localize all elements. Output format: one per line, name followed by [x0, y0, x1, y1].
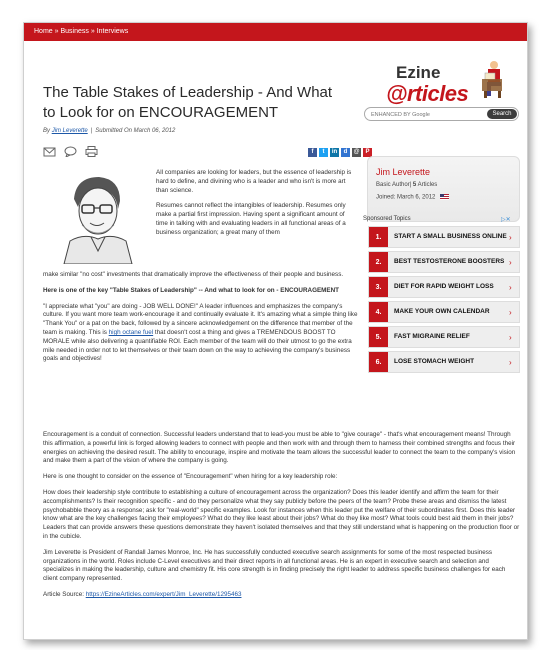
email-share-icon[interactable]: @ [353, 149, 360, 155]
email-icon[interactable] [43, 146, 56, 157]
logo-word-ezine: Ezine [396, 63, 441, 82]
ad-number: 2. [369, 252, 388, 272]
ad-label: DIET FOR RAPID WEIGHT LOSS [394, 283, 494, 291]
sponsored-ad-6[interactable] [368, 351, 520, 373]
ad-label: FAST MIGRAINE RELIEF [394, 333, 470, 341]
by-label: By [43, 128, 51, 134]
adchoices-icon[interactable]: ▷✕ [501, 217, 511, 223]
article-paragraph-7: Jim Leverette is President of Randall James Monroe, Inc. He has successfully conducted executive search assignments for some of the most respected business organizations in the world. Roles include C-Level executives and their direct reports in all functional areas. He is an expert in executive search and selection and specializes in making the leadership, culture and chemistry fit. His core strength is in finding precisely the right leader to address specific business challenges for each client company represented. [43, 548, 506, 583]
submitted-date: Submitted On March 06, 2012 [95, 128, 176, 134]
chevron-right-icon: › [509, 233, 512, 242]
article-paragraph-5: Here is one thought to consider on the essence of "Encouragement" when hiring for a key leadership role: [43, 473, 338, 481]
print-icon[interactable] [85, 146, 98, 157]
article-paragraph-2b: make similar "no cost" investments that dramatically improve the effectiveness of their people and business. [43, 271, 344, 278]
byline [43, 128, 175, 134]
chevron-right-icon: › [509, 308, 512, 317]
breadcrumb-home[interactable]: Home [34, 28, 53, 35]
reading-man-icon [476, 59, 506, 99]
article-heading: Here is one of the key "Table Stakes of Leadership" -- And what to look for on - ENCOURAGEMENT [43, 286, 340, 294]
delicious-icon[interactable]: d [341, 148, 350, 157]
social-share [308, 148, 372, 157]
articles-count: 5 [412, 182, 417, 188]
chevron-right-icon: › [509, 333, 512, 342]
breadcrumb-interviews[interactable]: Interviews [96, 28, 129, 35]
facebook-icon[interactable]: f [308, 148, 317, 157]
sponsored-ads-list [368, 226, 520, 376]
ad-label: START A SMALL BUSINESS ONLINE [394, 233, 507, 241]
linkedin-icon[interactable]: in [331, 149, 338, 155]
article-body-top [43, 169, 358, 238]
search-input[interactable] [371, 109, 471, 120]
breadcrumb: Home » Business » Interviews [24, 23, 527, 41]
article-paragraph-1: All companies are looking for leaders, but the essence of leadership is hard to define, and divining who is a leader and who isn't is more art than science. [156, 169, 352, 194]
byline-separator: | [90, 128, 93, 134]
ad-label: MAKE YOUR OWN CALENDAR [394, 308, 490, 316]
article-body-bottom [43, 431, 521, 607]
articles-link[interactable]: Articles [417, 182, 438, 188]
pinterest-icon[interactable]: P [363, 148, 372, 157]
high-octane-fuel-link[interactable]: high octane fuel [108, 328, 154, 336]
article-paragraph-3: "I appreciate what "you" are doing - JOB WELL DONE!" A leader influences and emphasizes the company's culture. If you want more team work-encourage it and continually evaluate it. It's amazing what a simple thing like "Thank You" or a pat on the back, followed by a sincere acknowledgement on the difference that member of the team is making. This is high octane fuel that doesn't cost a thing and gives a TREMENDOUS BOOST TO MORALE while also delivering a quantifiable ROI. Each member of the team will do their utmost to go the extra mile needed in order not to let themselves or their team down on the way to achieving the company's business goals and objectives! [43, 302, 358, 363]
sponsored-ad-4[interactable] [368, 301, 520, 323]
author-box [367, 156, 520, 222]
author-role: Basic Author| 5 Articles [376, 182, 438, 188]
chevron-right-icon: › [509, 283, 512, 292]
author-link[interactable]: Jim Leverette [51, 128, 88, 134]
search-button[interactable]: Search [487, 109, 517, 119]
breadcrumb-business[interactable]: Business [60, 28, 89, 35]
ad-number: 6. [369, 352, 388, 372]
sponsored-ad-2[interactable] [368, 251, 520, 273]
sponsored-ad-5[interactable] [368, 326, 520, 348]
search-box [364, 107, 519, 121]
ad-number: 4. [369, 302, 388, 322]
article-page [23, 22, 528, 640]
ad-label: LOSE STOMACH WEIGHT [394, 358, 475, 366]
sponsored-topics-label: Sponsored Topics [363, 216, 411, 222]
chevron-right-icon: › [509, 358, 512, 367]
article-paragraph-6: How does their leadership style contribute to establishing a culture of encouragement across the organization? Does this leader identify and affirm the team for their accomplishments? Is their recognition specific - and do they personalize what they say publicly before the peers of the team? Probe these areas and dismiss the latest psychobabble theory as a response; ask for "real-world" specific examples. Look for instances when this leader put the welfare of their subordinates first. Does this leader know what are the key challenges facing their employees? What do they like least about their jobs? What do they like most? What tools could best aid them in their jobs? Leaders that can provide answers these questions demonstrate they haven't isolated themselves and that they still understand what is happening on the production floor or in the cubicle. [43, 488, 520, 540]
article-paragraph-4: Encouragement is a conduit of connection. Successful leaders understand that to lead-you must be able to "give courage" - that's what encouragement means! Through this affirmation, a powerful link is forged allowing leaders to connect with people and then work with and through them to harness their combined strengths and focus their energies on achieving the desired result. The ability to encourage, inspire and motivate the team allows the successful leader to connect the team to the company's vision and make them a part of the vision of where the company is going. [43, 431, 516, 465]
ad-number: 1. [369, 227, 388, 247]
article-source-link[interactable]: https://EzineArticles.com/expert/Jim_Leverette/1295463 [85, 590, 242, 598]
article-body-mid [43, 271, 363, 371]
comment-icon[interactable] [64, 146, 77, 157]
sponsored-ad-3[interactable] [368, 276, 520, 298]
article-title: The Table Stakes of Leadership - And What to Look for on ENCOURAGEMENT [43, 84, 333, 121]
article-source: Article Source: https://EzineArticles.com/expert/Jim_Leverette/1295463 [43, 590, 242, 598]
ad-number: 3. [369, 277, 388, 297]
ad-label: BEST TESTOSTERONE BOOSTERS [394, 258, 505, 266]
logo-word-articles: @rticles [386, 81, 469, 106]
author-box-name[interactable]: Jim Leverette [376, 167, 431, 177]
article-paragraph-2a: Resumes cannot reflect the intangibles of leadership. Resumes only make a partial first impression. Having spent a significant amount of time in talking with and evaluating leaders in all functional areas of a business organization; a great many of them [156, 202, 346, 236]
twitter-icon[interactable]: t [319, 148, 328, 157]
author-joined: Joined: March 6, 2012 [376, 194, 449, 201]
us-flag-icon [440, 194, 449, 200]
chevron-right-icon: › [509, 258, 512, 267]
ad-number: 5. [369, 327, 388, 347]
sponsored-ad-1[interactable] [368, 226, 520, 248]
article-tools [43, 146, 98, 157]
